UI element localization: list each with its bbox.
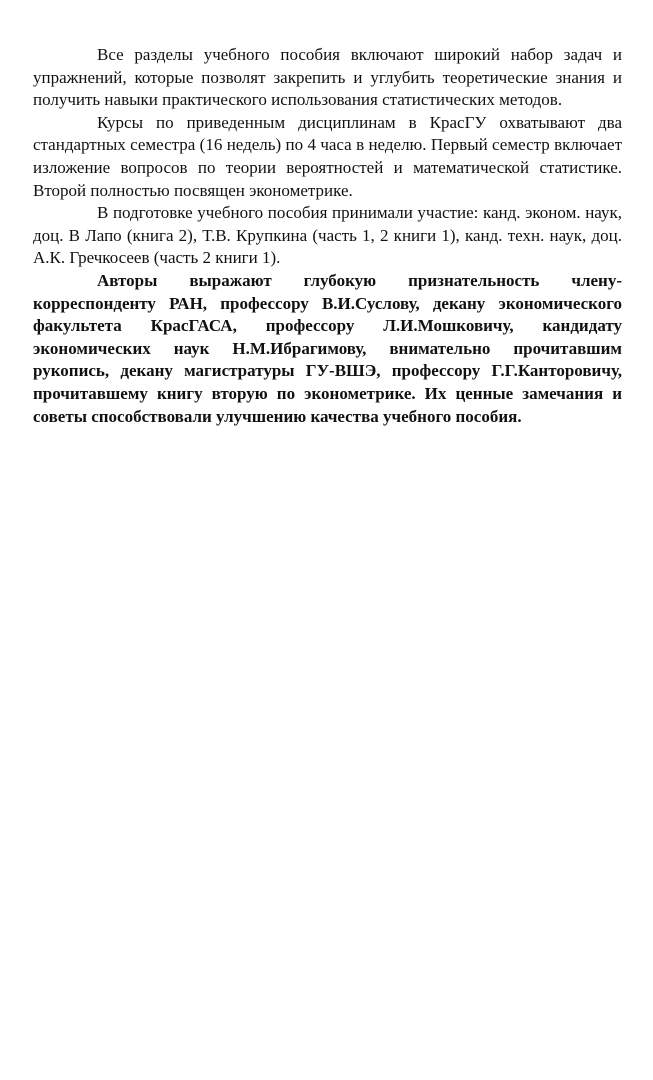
body-text [33,44,622,428]
paragraph-acknowledgements: Авторы выражают глубокую признательность члену-корреспонденту РАН, профессору В.И.Суслову, декану экономического факультета КрасГАСА, профессору Л.И.Мошковичу, кандидату экономических наук Н.М.Ибрагимову, внимательно прочитавшим рукопись, декану магистратуры ГУ-ВШЭ, профессору Г.Г.Канторовичу, прочитавшему книгу вторую по эконометрике. Их ценные замечания и советы способствовали улучшению качества учебного пособия. [33,270,622,426]
paragraph-courses: Курсы по приведенным дисциплинам в КрасГУ охватывают два стандартных семестра (16 недель) по 4 часа в неделю. Первый семестр включает изложение вопросов по теории вероятностей и математической статистике. Второй полностью посвящен эконометрике. [33,112,622,200]
paragraph-tasks: Все разделы учебного пособия включают широкий набор задач и упражнений, которые позволят закрепить и углубить теоретические знания и получить навыки практического использования статистических методов. [33,45,622,110]
paragraph-contributors: В подготовке учебного пособия принимали участие: канд. эконом. наук, доц. В Лапо (книга 2), Т.В. Крупкина (часть 1, 2 книги 1), канд. техн. наук, доц. А.К. Гречкосеев (часть 2 книги 1). [33,203,622,268]
